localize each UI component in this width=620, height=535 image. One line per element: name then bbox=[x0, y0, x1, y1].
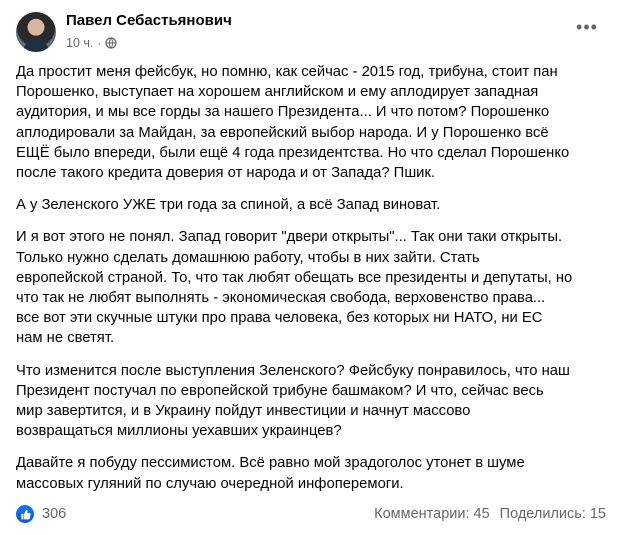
comments-count[interactable]: Комментарии: 45 bbox=[374, 506, 490, 522]
post-footer bbox=[16, 503, 606, 529]
meta-separator: · bbox=[97, 36, 102, 50]
post-paragraph: Да простит меня фейсбук, но помню, как сейчас - 2015 год, трибуна, стоит пан Порошенко, выступает на хорошем английском и ему аплодирует западная аудитория, и мы все горды за нашего Президента... И что потом? Порошенко аплодировали за Майдан, за европейский выбор народа. И у Порошенко всё ЕЩЁ было впереди, были ещё 4 года президентства. Но что сделал Порошенко после такого кредита доверия от народа и от Запада? Пшик. bbox=[16, 64, 570, 182]
post-stats bbox=[368, 506, 606, 522]
thumbs-up-icon bbox=[20, 509, 31, 520]
post-paragraph: А у Зеленского УЖЕ три года за спиной, а всё Запад виноват. bbox=[16, 197, 441, 214]
post-time[interactable]: 10 ч. bbox=[66, 36, 94, 50]
like-count[interactable]: 306 bbox=[42, 506, 67, 522]
post-meta bbox=[66, 36, 117, 50]
like-reaction-icon[interactable] bbox=[16, 505, 34, 523]
globe-icon bbox=[105, 37, 117, 49]
post-paragraph: И я вот этого не понял. Запад говорит "двери открыты"... Так они таки открыты. Только нужно сделать домашнюю работу, чтобы в них зайти. Стать европейской страной. То, что так любят обещать все президенты и депутаты, но что так не любят выполнять - экономическая свобода, верховенство права... все вот эти скучные штуки про права человека, без которых ни НАТО, ни ЕС нам не светят. bbox=[16, 229, 573, 347]
post-paragraph: Что изменится после выступления Зеленского? Фейсбуку понравилось, что наш Президент постучал по европейской трибуне башмаком? И что, сейчас весь мир завертится, и в Украину пойдут инвестиции и начнут массово возвращаться миллионы уехавших украинцев? bbox=[16, 362, 570, 440]
post-paragraph: Давайте я побуду пессимистом. Всё равно мой зрадоголос утонет в шуме массовых гуляний по случаю очередной инфоперемоги. bbox=[16, 455, 525, 492]
post-body bbox=[16, 62, 608, 506]
post-header bbox=[16, 12, 606, 58]
more-options-icon[interactable]: ••• bbox=[576, 16, 598, 37]
shares-count[interactable]: Поделились: 15 bbox=[499, 506, 606, 522]
author-name[interactable]: Павел Себастьянович bbox=[66, 12, 232, 29]
author-avatar[interactable] bbox=[16, 12, 56, 52]
